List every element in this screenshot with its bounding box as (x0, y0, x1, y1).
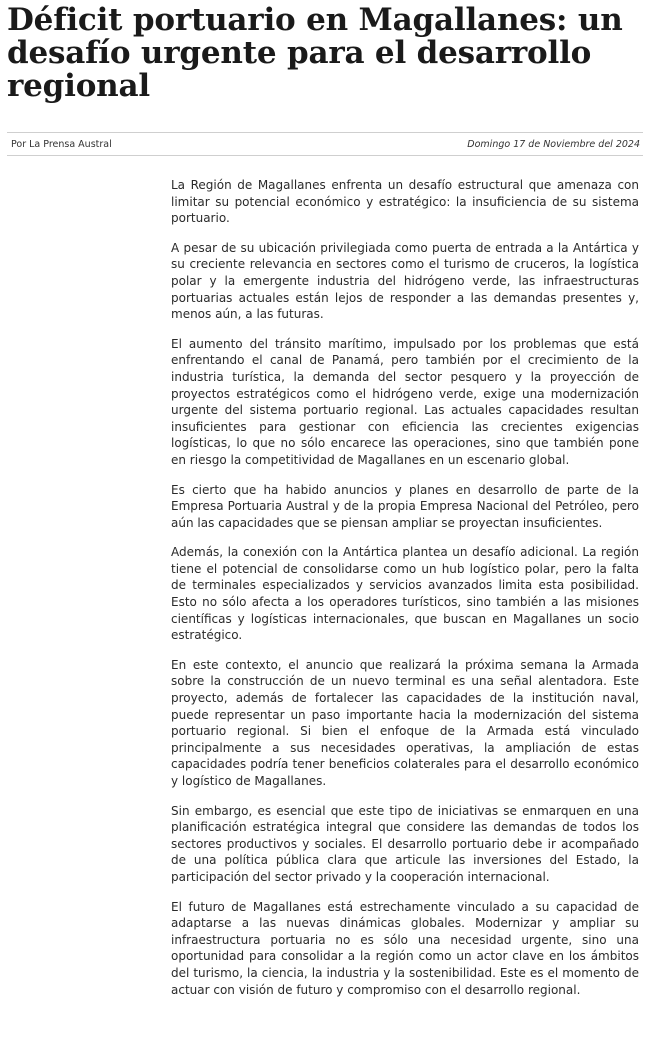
article-paragraph: El aumento del tránsito marítimo, impulsado por los problemas que está enfrentando el canal de Panamá, pero también por el crecimiento de la industria turística, la demanda del sector pesquero y la proyección de proyectos estratégicos como el hidrógeno verde, exige una modernización urgente del sistema portuario regional. Las actuales capacidades resultan insuficientes para gestionar con eficiencia las crecientes exigencias logísticas, lo que no sólo encarece las operaciones, sino que también pone en riesgo la competitividad de Magallanes en un escenario global. (171, 336, 639, 467)
article-paragraph: Además, la conexión con la Antártica plantea un desafío adicional. La región tiene el potencial de consolidarse como un hub logístico polar, pero la falta de terminales especializados y servicios avanzados limita esta posibilidad. Esto no sólo afecta a los operadores turísticos, sino también a las misiones científicas y logísticas internacionales, que buscan en Magallanes un socio estratégico. (171, 545, 639, 643)
article-author: Por La Prensa Austral (11, 139, 112, 150)
article-paragraph: Es cierto que ha habido anuncios y planes en desarrollo de parte de la Empresa Portuaria Austral y de la propia Empresa Nacional del Petróleo, pero aún las capacidades que se piensan ampliar se proyectan insuficientes. (171, 482, 639, 530)
article-date: Domingo 17 de Noviembre del 2024 (467, 139, 640, 150)
article-paragraph: En este contexto, el anuncio que realizará la próxima semana la Armada sobre la construcción de un nuevo terminal es una señal alentadora. Este proyecto, además de fortalecer las capacidades de la institución naval, puede representar un paso importante hacia la modernización del sistema portuario regional. Si bien el enfoque de la Armada está vinculado principalmente a sus necesidades operativas, la ampliación de estas capacidades podría tener beneficios colaterales para el desarrollo económico y logístico de Magallanes. (171, 657, 639, 788)
article-paragraph: A pesar de su ubicación privilegiada como puerta de entrada a la Antártica y su creciente relevancia en sectores como el turismo de cruceros, la logística polar y la emergente industria del hidrógeno verde, las infraestructuras portuarias actuales están lejos de responder a las demandas presentes y, menos aún, a las futuras. (171, 240, 639, 322)
byline-bar (7, 132, 643, 156)
article-paragraph: Sin embargo, es esencial que este tipo de iniciativas se enmarquen en una planificación estratégica integral que considere las demandas de todos los sectores productivos y sociales. El desarrollo portuario debe ir acompañado de una política pública clara que articule las inversiones del Estado, la participación del sector privado y la cooperación internacional. (171, 803, 639, 884)
article-body (171, 177, 639, 1011)
article-paragraph: La Región de Magallanes enfrenta un desafío estructural que amenaza con limitar su potencial económico y estratégico: la insuficiencia de su sistema portuario. (171, 178, 639, 226)
article-paragraph: El futuro de Magallanes está estrechamente vinculado a su capacidad de adaptarse a las nuevas dinámicas globales. Modernizar y ampliar su infraestructura portuaria no es sólo una necesidad urgente, sino una oportunidad para consolidar a la región como un actor clave en los ámbitos del turismo, la ciencia, la industria y la sostenibilidad. Este es el momento de actuar con visión de futuro y compromiso con el desarrollo regional. (171, 899, 639, 997)
article-title: Déficit portuario en Magallanes: un desafío urgente para el desarrollo regional (7, 2, 623, 104)
